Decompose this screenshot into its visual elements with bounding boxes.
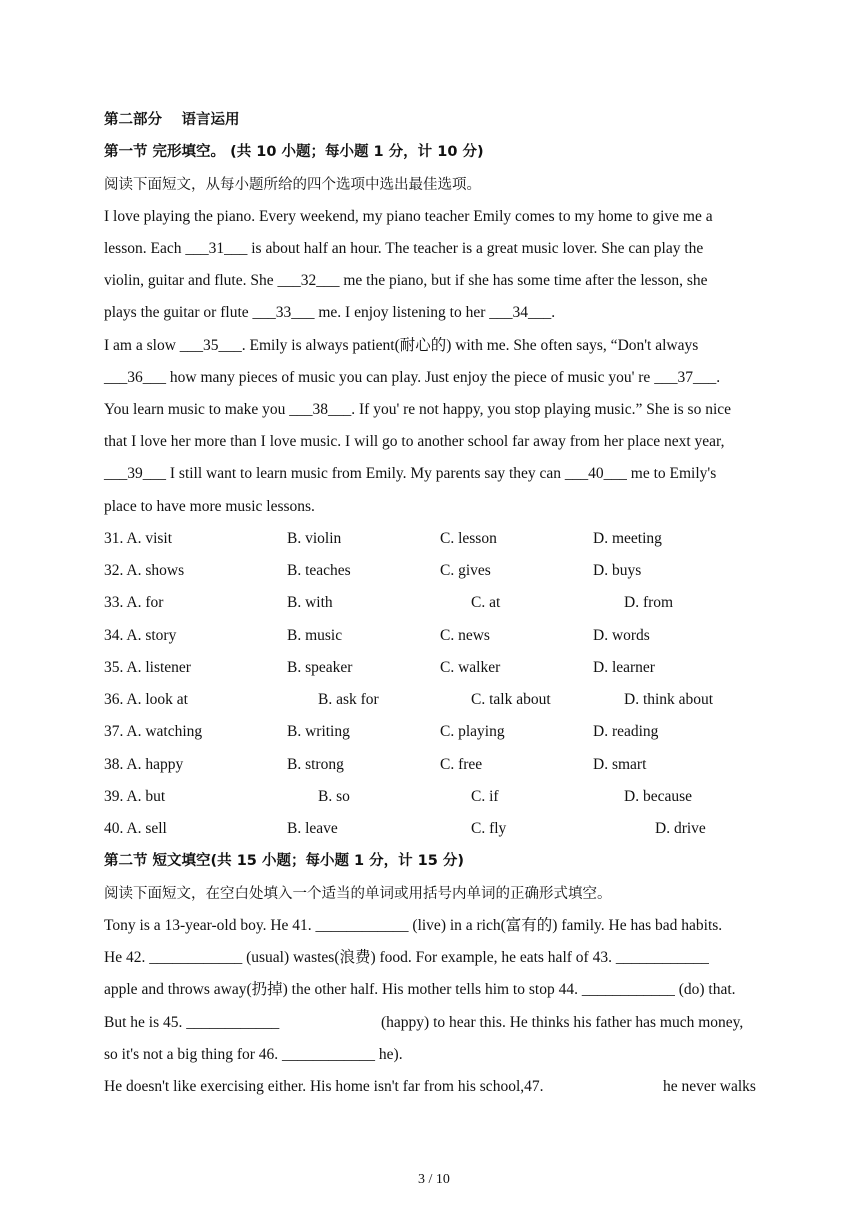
section2-instruction: 阅读下面短文，在空白处填入一个适当的单词或用括号内单词的正确形式填空。 bbox=[104, 886, 612, 902]
question-35-option-a: 35. A. listener bbox=[104, 659, 191, 676]
passage-line: lesson. Each ___31___ is about half an hour. The teacher is a great music lover. She can play the bbox=[104, 240, 704, 257]
question-39-option-a: 39. A. but bbox=[104, 788, 166, 805]
passage-line: violin, guitar and flute. She ___32___ me the piano, but if she has some time after the lesson, she bbox=[104, 272, 708, 289]
question-40-option-a: 40. A. sell bbox=[104, 820, 167, 837]
question-31-option-a: 31. A. visit bbox=[104, 530, 173, 547]
question-37-option-c: C. playing bbox=[440, 723, 505, 740]
question-36-option-d: D. think about bbox=[624, 691, 714, 708]
passage2-line: apple and throws away(扔掉) the other half. His mother tells him to stop 44. ____________ (do) that. bbox=[104, 981, 736, 998]
question-38-option-d: D. smart bbox=[593, 756, 647, 773]
question-37-option-d: D. reading bbox=[593, 723, 659, 740]
passage-line: ___36___ how many pieces of music you can play. Just enjoy the piece of music you' re ___37___. bbox=[104, 369, 721, 386]
passage-line: plays the guitar or flute ___33___ me. I enjoy listening to her ___34___. bbox=[104, 304, 556, 321]
question-39-option-d: D. because bbox=[624, 788, 692, 805]
passage-line: You learn music to make you ___38___. If you' re not happy, you stop playing music.” She is so nice bbox=[104, 401, 732, 418]
question-39-option-b: B. so bbox=[318, 788, 350, 805]
question-31-option-b: B. violin bbox=[287, 530, 342, 547]
question-32-option-a: 32. A. shows bbox=[104, 562, 185, 579]
passage2-line-continuation: (happy) to hear this. He thinks his father has much money, bbox=[381, 1014, 744, 1031]
question-33-option-c: C. at bbox=[471, 594, 501, 611]
question-34-option-c: C. news bbox=[440, 627, 490, 644]
question-32-option-c: C. gives bbox=[440, 562, 491, 579]
question-34-option-a: 34. A. story bbox=[104, 627, 177, 644]
question-38-option-a: 38. A. happy bbox=[104, 756, 184, 773]
question-32-option-b: B. teaches bbox=[287, 562, 351, 579]
question-33-option-d: D. from bbox=[624, 594, 674, 611]
question-35-option-d: D. learner bbox=[593, 659, 655, 676]
question-36-option-a: 36. A. look at bbox=[104, 691, 188, 708]
passage-line: I am a slow ___35___. Emily is always patient(耐心的) with me. She often says, “Don't always bbox=[104, 337, 699, 354]
passage2-line: But he is 45. ____________ bbox=[104, 1014, 280, 1031]
question-38-option-c: C. free bbox=[440, 756, 483, 773]
question-31-option-c: C. lesson bbox=[440, 530, 497, 547]
question-39-option-c: C. if bbox=[471, 788, 499, 805]
question-37-option-a: 37. A. watching bbox=[104, 723, 203, 740]
question-38-option-b: B. strong bbox=[287, 756, 344, 773]
question-40-option-b: B. leave bbox=[287, 820, 338, 837]
passage2-line-continuation: he never walks bbox=[663, 1078, 756, 1095]
passage-line: place to have more music lessons. bbox=[104, 498, 315, 515]
passage2-line: so it's not a big thing for 46. ____________ he). bbox=[104, 1046, 403, 1063]
question-37-option-b: B. writing bbox=[287, 723, 350, 740]
question-40-option-d: D. drive bbox=[655, 820, 706, 837]
question-34-option-b: B. music bbox=[287, 627, 343, 644]
passage-line: I love playing the piano. Every weekend, my piano teacher Emily comes to my home to give me a bbox=[104, 208, 713, 225]
question-36-option-c: C. talk about bbox=[471, 691, 551, 708]
passage-line: that I love her more than I love music. I will go to another school far away from her place next year, bbox=[104, 433, 725, 450]
question-32-option-d: D. buys bbox=[593, 562, 642, 579]
question-33-option-a: 33. A. for bbox=[104, 594, 164, 611]
section2-title: 第二节 短文填空(共 15 小题；每小题 1 分，计 15 分) bbox=[104, 853, 465, 869]
section1-instruction: 阅读下面短文，从每小题所给的四个选项中选出最佳选项。 bbox=[104, 177, 481, 193]
page-number: 3 / 10 bbox=[418, 1172, 450, 1187]
passage-line: ___39___ I still want to learn music from Emily. My parents say they can ___40___ me to Emily's bbox=[104, 465, 717, 482]
question-36-option-b: B. ask for bbox=[318, 691, 379, 708]
section1-title: 第一节 完形填空。 (共 10 小题；每小题 1 分，计 10 分) bbox=[104, 144, 484, 160]
question-40-option-c: C. fly bbox=[471, 820, 507, 837]
question-35-option-c: C. walker bbox=[440, 659, 501, 676]
passage2-line: He 42. ____________ (usual) wastes(浪费) food. For example, he eats half of 43. ____________ bbox=[104, 949, 709, 966]
passage2-line: Tony is a 13-year-old boy. He 41. ____________ (live) in a rich(富有的) family. He has bad habits. bbox=[104, 917, 723, 934]
question-31-option-d: D. meeting bbox=[593, 530, 662, 547]
passage2-line: He doesn't like exercising either. His home isn't far from his school,47. bbox=[104, 1078, 544, 1095]
question-35-option-b: B. speaker bbox=[287, 659, 353, 676]
question-33-option-b: B. with bbox=[287, 594, 333, 611]
part-title: 第二部分 语言运用 bbox=[104, 112, 240, 128]
question-34-option-d: D. words bbox=[593, 627, 650, 644]
